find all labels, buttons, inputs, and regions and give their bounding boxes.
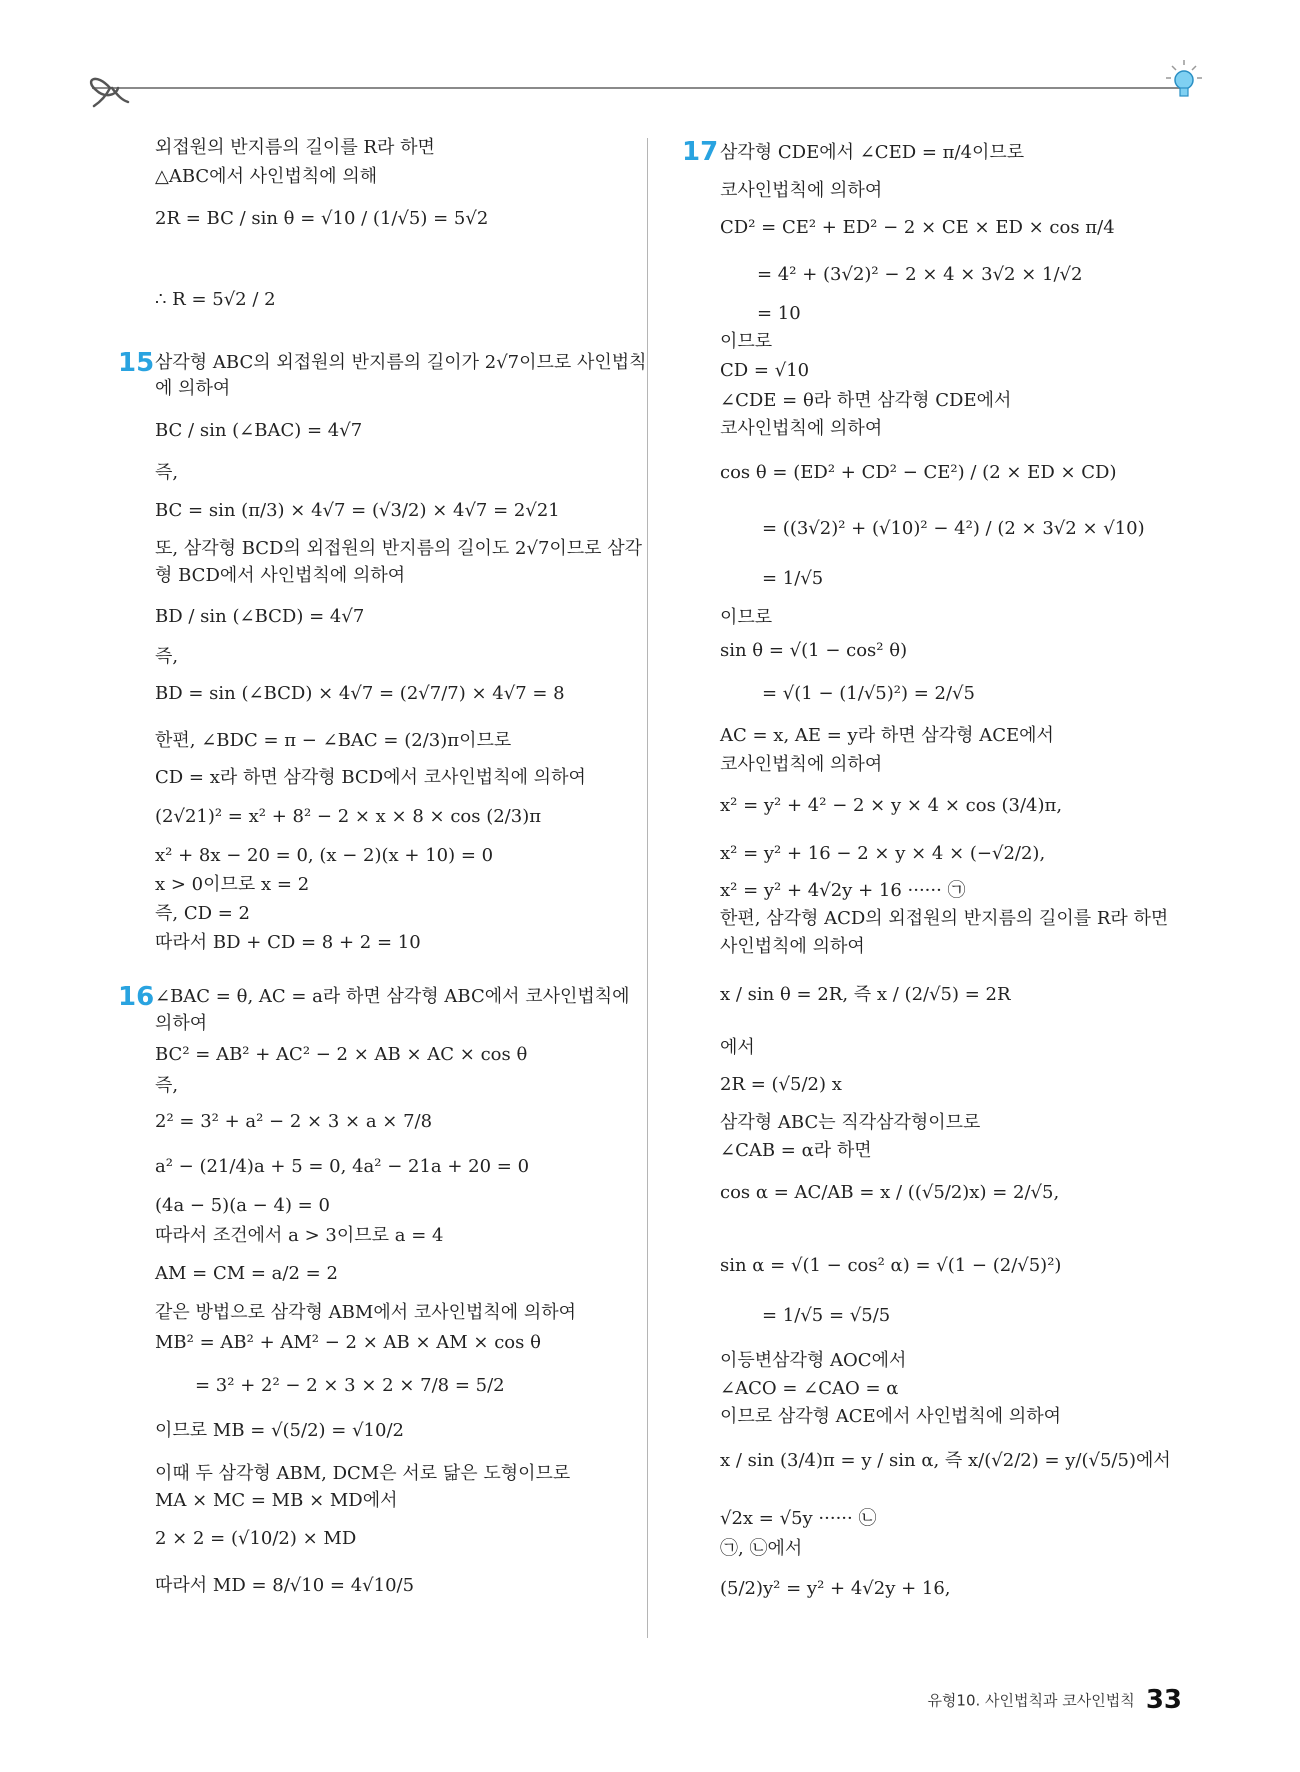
problem-number-15: 15 xyxy=(118,348,155,378)
math-line: x² + 8x − 20 = 0, (x − 2)(x + 10) = 0 xyxy=(155,845,494,866)
solution-line: 삼각형 ABC의 외접원의 반지름의 길이가 2√7이므로 사인법칙 xyxy=(155,352,647,373)
math-line: 즉, CD = 2 xyxy=(155,903,251,924)
math-line: ∠CAB = α라 하면 xyxy=(720,1140,872,1161)
math-line: 2² = 3² + a² − 2 × 3 × a × 7/8 xyxy=(155,1111,433,1132)
math-line: = ((3√2)² + (√10)² − 4²) / (2 × 3√2 × √10) xyxy=(762,518,1145,539)
math-line: BC = sin (π/3) × 4√7 = (√3/2) × 4√7 = 2√21 xyxy=(155,500,560,521)
problem-number-16: 16 xyxy=(118,982,155,1012)
math-line: 이므로 MB = √(5/2) = √10/2 xyxy=(155,1420,404,1441)
solution-line: 코사인법칙에 의하여 xyxy=(720,754,883,775)
footer-section-title: 유형10. 사인법칙과 코사인법칙 xyxy=(927,1691,1135,1710)
math-line: 따라서 MD = 8/√10 = 4√10/5 xyxy=(155,1575,415,1596)
solution-line: 한편, 삼각형 ACD의 외접원의 반지름의 길이를 R라 하면 xyxy=(720,908,1169,929)
solution-line: ∠BAC = θ, AC = a라 하면 삼각형 ABC에서 코사인법칙에 xyxy=(155,986,630,1007)
math-line: x / sin (3/4)π = y / sin α, 즉 x/(√2/2) = y/(√5/5)에서 xyxy=(720,1450,1171,1471)
solution-line: 형 BCD에서 사인법칙에 의하여 xyxy=(155,565,406,586)
math-line: ㉠, ㉡에서 xyxy=(720,1538,803,1559)
problem-number-17: 17 xyxy=(682,137,719,167)
math-line: CD = √10 xyxy=(720,360,810,381)
math-line: 2R = (√5/2) x xyxy=(720,1074,842,1095)
math-line: BC² = AB² + AC² − 2 × AB × AC × cos θ xyxy=(155,1044,528,1065)
math-line: ∴ R = 5√2 / 2 xyxy=(155,289,276,310)
math-line: 따라서 조건에서 a > 3이므로 a = 4 xyxy=(155,1225,444,1246)
solution-line: 코사인법칙에 의하여 xyxy=(720,418,883,439)
solution-line: 이때 두 삼각형 ABM, DCM은 서로 닮은 도형이므로 xyxy=(155,1463,571,1484)
ribbon-bow-icon xyxy=(91,79,128,106)
math-line: AC = x, AE = y라 하면 삼각형 ACE에서 xyxy=(720,725,1054,746)
math-line: sin θ = √(1 − cos² θ) xyxy=(720,640,908,661)
math-line: √2x = √5y ······ ㉡ xyxy=(720,1508,877,1529)
math-line: 한편, ∠BDC = π − ∠BAC = (2/3)π이므로 xyxy=(155,730,512,751)
math-line: = 3² + 2² − 2 × 3 × 2 × 7/8 = 5/2 xyxy=(195,1375,505,1396)
solution-line: 같은 방법으로 삼각형 ABM에서 코사인법칙에 의하여 xyxy=(155,1302,577,1323)
math-line: cos α = AC/AB = x / ((√5/2)x) = 2/√5, xyxy=(720,1182,1060,1203)
solution-line: 또, 삼각형 BCD의 외접원의 반지름의 길이도 2√7이므로 삼각 xyxy=(155,538,643,559)
math-line: BD = sin (∠BCD) × 4√7 = (2√7/7) × 4√7 = 8 xyxy=(155,683,565,704)
solution-line: 즉, xyxy=(155,1075,179,1096)
math-line: x > 0이므로 x = 2 xyxy=(155,874,310,895)
math-line: a² − (21/4)a + 5 = 0, 4a² − 21a + 20 = 0 xyxy=(155,1156,530,1177)
solution-line: 의하여 xyxy=(155,1013,208,1034)
page-number: 33 xyxy=(1145,1685,1182,1715)
math-line: x² = y² + 4√2y + 16 ······ ㉠ xyxy=(720,880,966,901)
math-line: (5/2)y² = y² + 4√2y + 16, xyxy=(720,1578,951,1599)
math-line: 2R = BC / sin θ = √10 / (1/√5) = 5√2 xyxy=(155,208,489,229)
lightbulb-icon xyxy=(1166,60,1202,96)
math-line: x² = y² + 16 − 2 × y × 4 × (−√2/2), xyxy=(720,843,1046,864)
column-divider xyxy=(647,138,648,1638)
solution-line: 즉, xyxy=(155,646,179,667)
solution-line: 에서 xyxy=(720,1037,755,1058)
math-line: sin α = √(1 − cos² α) = √(1 − (2/√5)²) xyxy=(720,1255,1062,1276)
math-line: = √(1 − (1/√5)²) = 2/√5 xyxy=(762,683,975,704)
solution-line: 에 의하여 xyxy=(155,378,231,399)
math-line: x² = y² + 4² − 2 × y × 4 × cos (3/4)π, xyxy=(720,795,1063,816)
solution-line: 이므로 삼각형 ACE에서 사인법칙에 의하여 xyxy=(720,1406,1062,1427)
math-line: MA × MC = MB × MD에서 xyxy=(155,1490,398,1511)
math-line: (4a − 5)(a − 4) = 0 xyxy=(155,1195,330,1216)
math-line: 2 × 2 = (√10/2) × MD xyxy=(155,1528,357,1549)
math-line: = 1/√5 xyxy=(762,568,824,589)
math-line: BC / sin (∠BAC) = 4√7 xyxy=(155,420,363,441)
math-line: = 10 xyxy=(757,303,801,324)
solution-line: 삼각형 ABC는 직각삼각형이므로 xyxy=(720,1112,981,1133)
solution-line: 사인법칙에 의하여 xyxy=(720,936,865,957)
math-line: CD² = CE² + ED² − 2 × CE × ED × cos π/4 xyxy=(720,217,1115,238)
solution-line: △ABC에서 사인법칙에 의해 xyxy=(155,166,378,187)
math-line: AM = CM = a/2 = 2 xyxy=(155,1263,338,1284)
math-line: = 4² + (3√2)² − 2 × 4 × 3√2 × 1/√2 xyxy=(757,264,1083,285)
solution-line: 삼각형 CDE에서 ∠CED = π/4이므로 xyxy=(720,142,1025,163)
solution-line: 이등변삼각형 AOC에서 xyxy=(720,1350,907,1371)
math-line: MB² = AB² + AM² − 2 × AB × AM × cos θ xyxy=(155,1332,541,1353)
math-line: ∠CDE = θ라 하면 삼각형 CDE에서 xyxy=(720,390,1012,411)
math-line: ∠ACO = ∠CAO = α xyxy=(720,1378,899,1399)
math-line: cos θ = (ED² + CD² − CE²) / (2 × ED × CD) xyxy=(720,462,1117,483)
solution-line: 외접원의 반지름의 길이를 R라 하면 xyxy=(155,137,435,158)
page-footer xyxy=(927,1685,1182,1715)
solution-line: CD = x라 하면 삼각형 BCD에서 코사인법칙에 의하여 xyxy=(155,767,586,788)
solution-line: 즉, xyxy=(155,462,179,483)
solution-line: 이므로 xyxy=(720,331,773,352)
math-line: BD / sin (∠BCD) = 4√7 xyxy=(155,606,365,627)
math-line: x / sin θ = 2R, 즉 x / (2/√5) = 2R xyxy=(720,984,1011,1005)
math-line: 따라서 BD + CD = 8 + 2 = 10 xyxy=(155,932,421,953)
math-line: = 1/√5 = √5/5 xyxy=(762,1305,891,1326)
solution-line: 이므로 xyxy=(720,607,773,628)
solution-line: 코사인법칙에 의하여 xyxy=(720,180,883,201)
math-line: (2√21)² = x² + 8² − 2 × x × 8 × cos (2/3)π xyxy=(155,806,542,827)
header-decoration xyxy=(0,0,1300,110)
